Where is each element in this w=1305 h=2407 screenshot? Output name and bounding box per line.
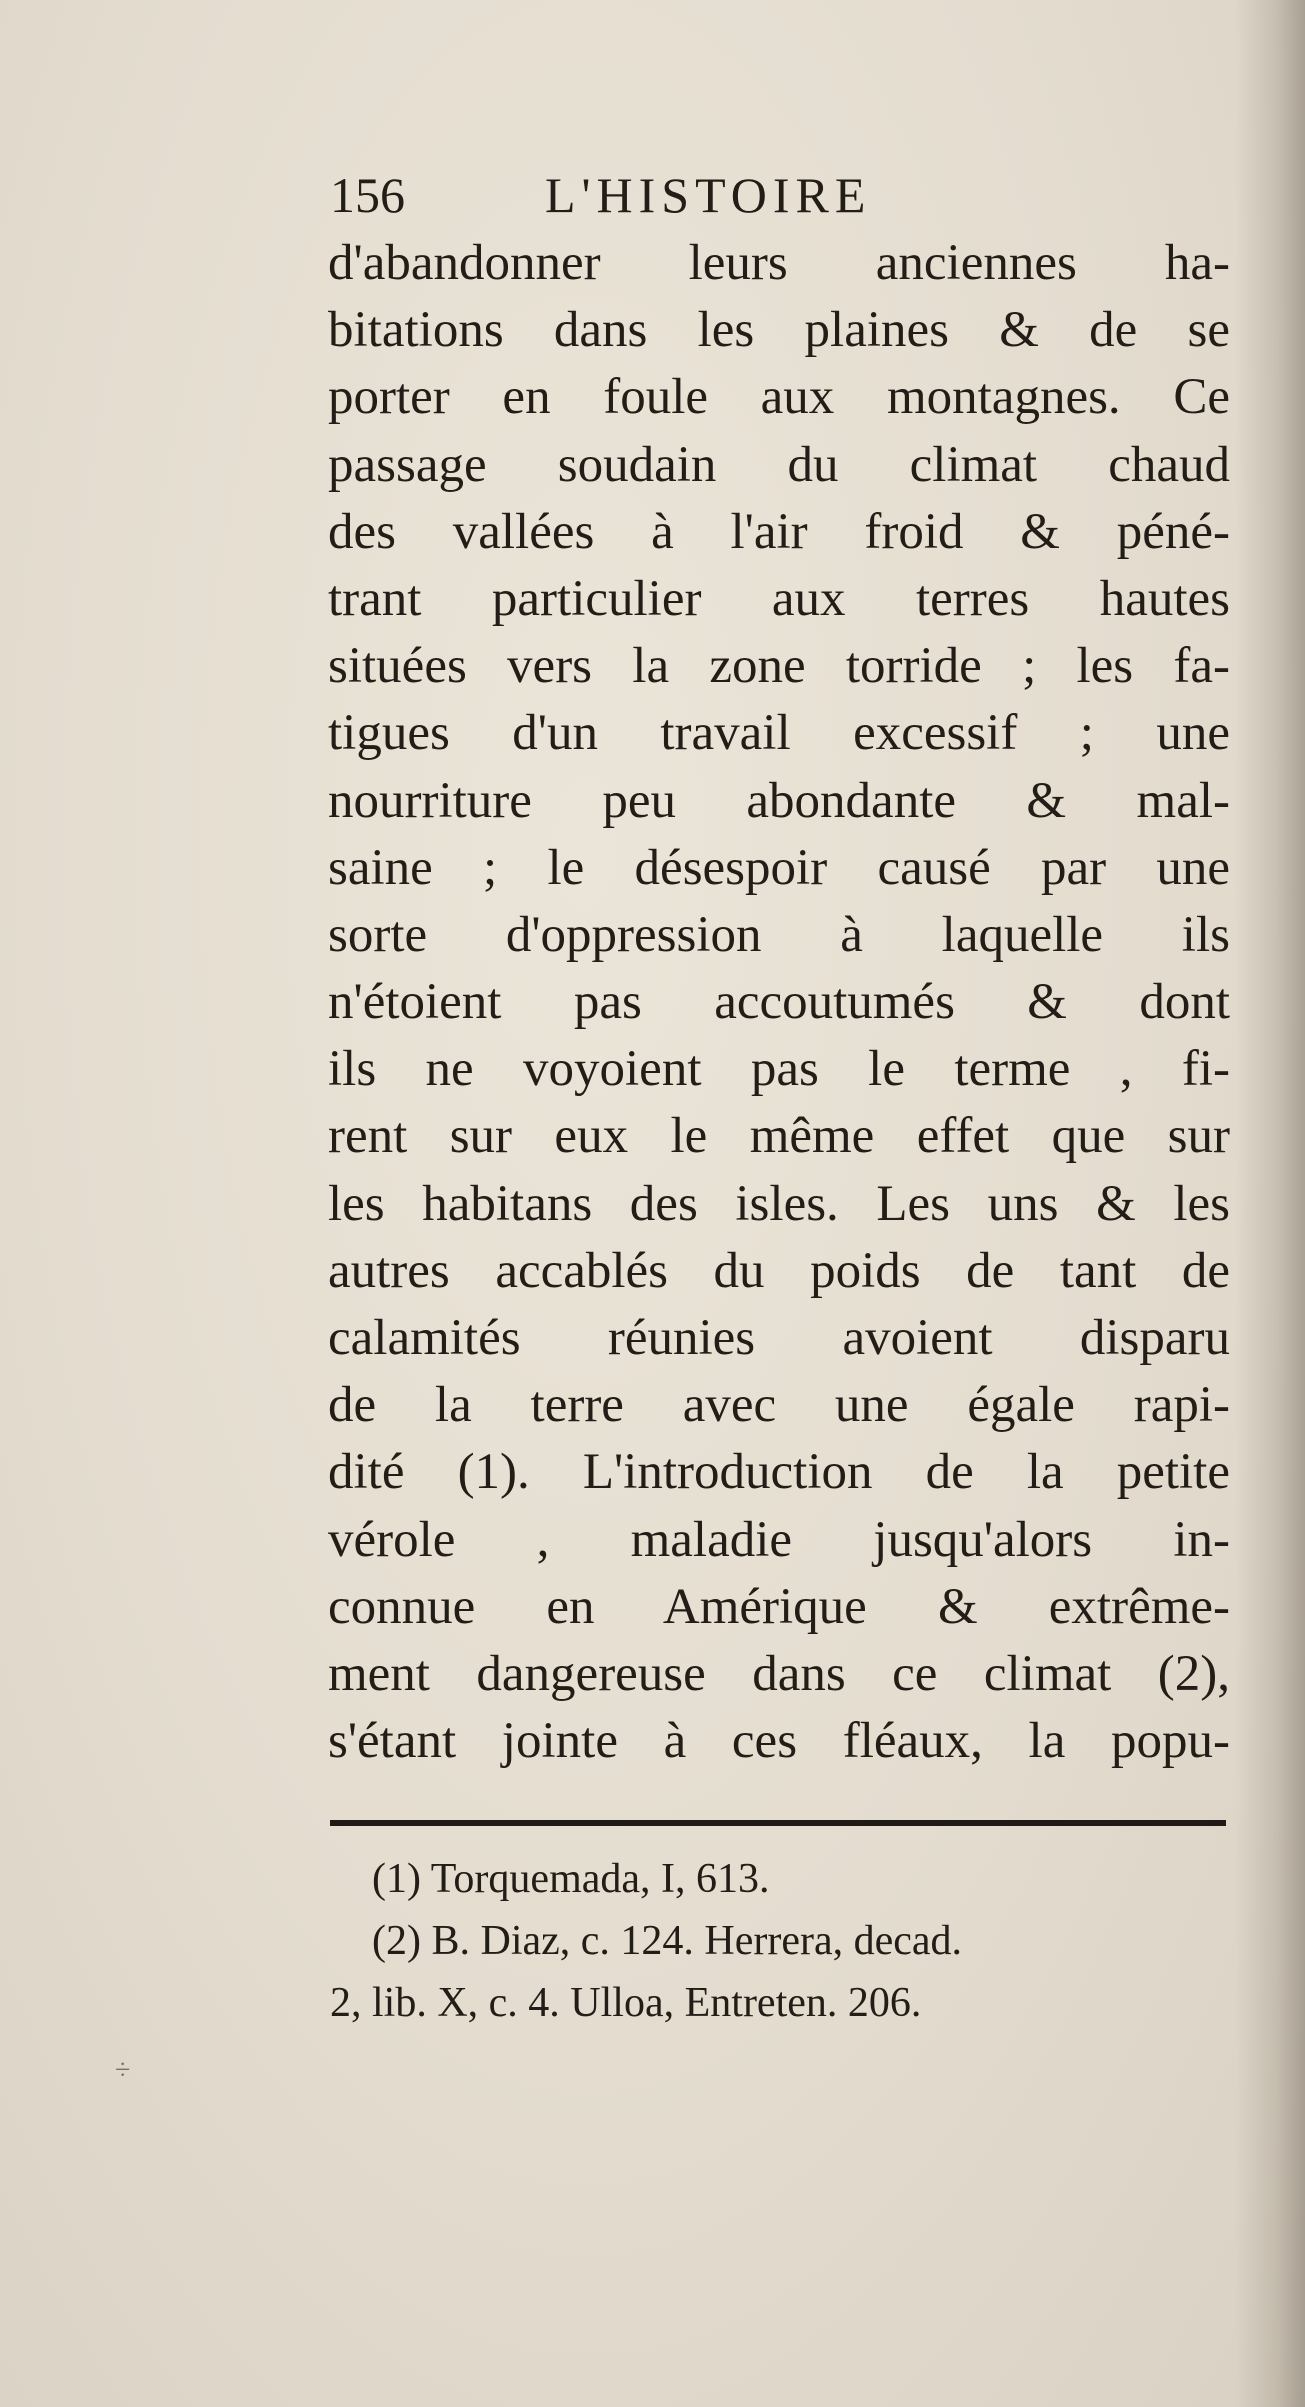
footnote-2-continuation: 2, lib. X, c. 4. Ulloa, Entreten. 206. bbox=[330, 1980, 922, 2026]
text-line: saine ; le désespoir causé par une bbox=[328, 839, 1230, 896]
text-line: tigues d'un travail excessif ; une bbox=[328, 705, 1230, 762]
text-line: les habitans des isles. Les uns & les bbox=[328, 1175, 1230, 1232]
text-line: ils ne voyoient pas le terme , fi- bbox=[328, 1041, 1230, 1098]
text-line: s'étant jointe à ces fléaux, la popu- bbox=[328, 1713, 1230, 1770]
page-number: 156 bbox=[330, 167, 405, 223]
running-title: L'HISTOIRE bbox=[545, 167, 872, 223]
text-line: calamités réunies avoient disparu bbox=[328, 1310, 1230, 1366]
page-gutter-shadow bbox=[1235, 0, 1305, 2407]
text-line: trant particulier aux terres hautes bbox=[328, 570, 1230, 627]
text-line: vérole , maladie jusqu'alors in- bbox=[328, 1511, 1230, 1568]
text-line: autres accablés du poids de tant de bbox=[328, 1242, 1230, 1299]
footnote-2: (2) B. Diaz, c. 124. Herrera, decad. bbox=[372, 1918, 963, 1964]
text-line: connue en Amérique & extrême- bbox=[328, 1578, 1230, 1635]
text-line: des vallées à l'air froid & péné- bbox=[328, 503, 1230, 560]
text-line: passage soudain du climat chaud bbox=[328, 436, 1230, 493]
text-line: bitations dans les plaines & de se bbox=[328, 302, 1230, 359]
body-text bbox=[328, 230, 1230, 1775]
text-line: de la terre avec une égale rapi- bbox=[328, 1377, 1230, 1434]
footnotes bbox=[330, 1848, 1230, 2034]
text-line: nourriture peu abondante & mal- bbox=[328, 772, 1230, 829]
text-line: d'abandonner leurs anciennes ha- bbox=[328, 235, 1230, 291]
text-line: ment dangereuse dans ce climat (2), bbox=[328, 1645, 1230, 1702]
text-line: situées vers la zone torride ; les fa- bbox=[328, 638, 1230, 695]
text-line: sorte d'oppression à laquelle ils bbox=[328, 906, 1230, 963]
text-line: n'étoient pas accoutumés & dont bbox=[328, 974, 1230, 1031]
text-line: porter en foule aux montagnes. Ce bbox=[328, 369, 1230, 426]
page-header bbox=[330, 160, 1230, 230]
text-line: rent sur eux le même effet que sur bbox=[328, 1108, 1230, 1165]
footnote-1: (1) Torquemada, I, 613. bbox=[372, 1856, 770, 1902]
text-line: dité (1). L'introduction de la petite bbox=[328, 1444, 1230, 1501]
margin-mark: ÷ bbox=[115, 2055, 131, 2086]
footnote-rule bbox=[330, 1820, 1226, 1826]
